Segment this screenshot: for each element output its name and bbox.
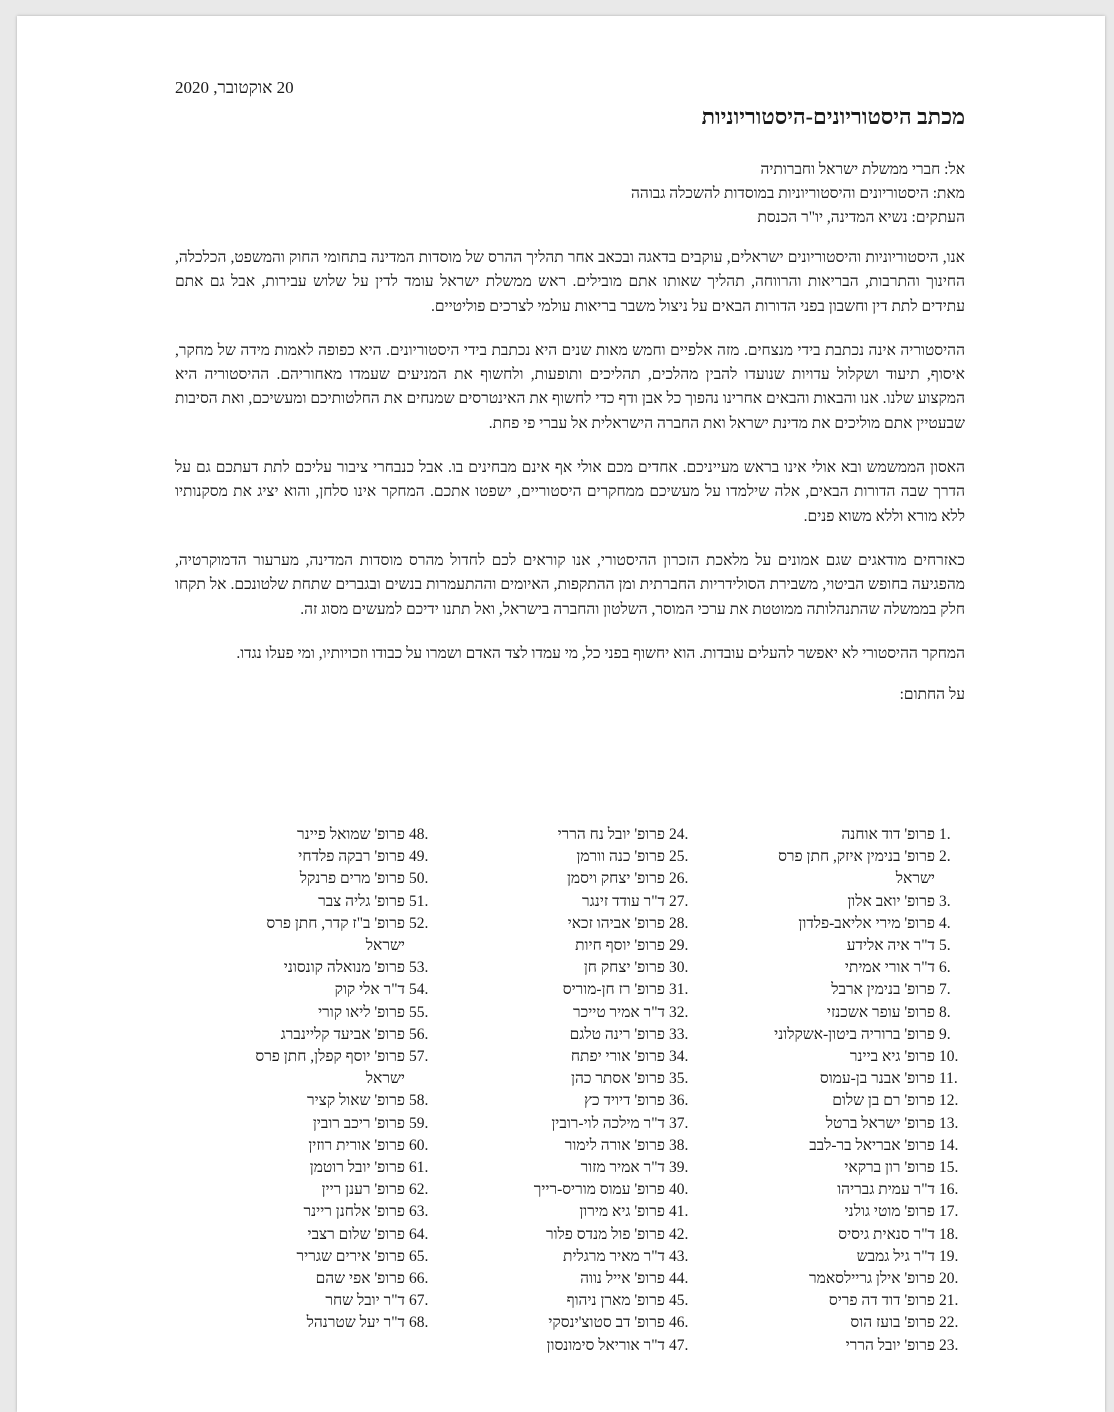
signatory-item xyxy=(505,1312,695,1334)
signatory-item xyxy=(755,957,965,979)
signatory-name: ד"ר מילכה לוי-רובין xyxy=(551,1114,665,1132)
signatory-number: 8. xyxy=(939,1003,951,1021)
signatory-name: פרופ' יובל נח הררי xyxy=(557,826,665,843)
signatory-item xyxy=(755,979,965,1001)
signatory-number: 51. xyxy=(409,892,429,910)
signatory-item xyxy=(235,846,435,868)
signatory-name: פרופ' מוטי גולני xyxy=(844,1203,935,1221)
signatory-number: 11. xyxy=(939,1070,958,1088)
signatory-number: 60. xyxy=(409,1136,429,1154)
signatory-name: פרופ' בנימין איזק, חתן פרס ישראל xyxy=(778,848,935,888)
signatory-item xyxy=(235,868,435,890)
signatory-name: פרופ' ישראל ברטל xyxy=(825,1114,935,1132)
signatory-name: פרופ' רינה טלגם xyxy=(569,1025,665,1043)
signatory-number: 39. xyxy=(669,1159,689,1177)
signatory-item xyxy=(755,824,965,846)
signatory-name: פרופ' יוסף קפלן, חתן פרס ישראל xyxy=(255,1048,405,1088)
signatory-number: 40. xyxy=(669,1181,689,1199)
signatory-name: פרופ' יואב אלון xyxy=(847,892,935,910)
signatory-number: 31. xyxy=(669,981,689,999)
signatory-name: פרופ' אביעד קליינברג xyxy=(280,1025,405,1043)
signatory-number: 16. xyxy=(939,1181,959,1199)
signatory-name: פרופ' בועז הוס xyxy=(850,1314,935,1332)
signatory-item xyxy=(755,1246,965,1268)
signatory-item xyxy=(505,979,695,1001)
signatory-item xyxy=(755,1135,965,1157)
signatory-item xyxy=(505,1113,695,1135)
signatory-item xyxy=(505,1268,695,1290)
signatory-item xyxy=(755,1224,965,1246)
signatory-name: פרופ' רון ברקאי xyxy=(844,1159,935,1177)
signatory-name: פרופ' אילן גריילסאמר xyxy=(809,1270,935,1288)
letter-header xyxy=(631,158,965,230)
signatory-item xyxy=(235,1201,435,1223)
signatory-number: 17. xyxy=(939,1203,959,1221)
signatory-name: ד"ר גיל גמבש xyxy=(856,1247,935,1265)
letter-title: מכתב היסטוריונים-היסטוריוניות xyxy=(701,104,965,129)
signatory-item xyxy=(235,1024,435,1046)
signatory-number: 20. xyxy=(939,1270,959,1288)
signatory-item xyxy=(755,1335,965,1357)
signatory-name: פרופ' עמוס מוריס-רייך xyxy=(533,1181,665,1199)
signatory-number: 23. xyxy=(939,1336,959,1354)
signatory-name: פרופ' ברוריה ביטון-אשקלוני xyxy=(774,1025,935,1043)
signatory-name: פרופ' גיא מירון xyxy=(579,1203,665,1221)
signatory-number: 68. xyxy=(409,1314,429,1332)
signatory-name: פרופ' ליאו קורי xyxy=(318,1003,405,1021)
signatory-name: פרופ' אירים שגריר xyxy=(296,1247,405,1265)
signatory-number: 26. xyxy=(669,870,689,888)
signatory-name: ד"ר אמיר מזור xyxy=(580,1159,665,1177)
signatory-name: פרופ' יצחק ויסמן xyxy=(566,870,665,888)
paragraph-4: כאזרחים מודאגים שגם אמונים על מלאכת הזכרון ההיסטורי, אנו קוראים לכם לחדול מהרס מוסדות המדינה, מערעור הדמוקרטיה, מהפגיעה בחופש הביטוי, משבירת הסולידריות החברתית ומן ההתקפות, האיומים וההתעמרות בנשים ובגברים שתחת שלטונכם. אל תקחו חלק בממשלה שהתנהלותה ממוטטת את ערכי המוסר, השלטון והחברה בישראל, ואל תתנו ידיכם למעשים מסוג זה. xyxy=(175,551,965,618)
signatory-number: 65. xyxy=(409,1247,429,1265)
signatory-number: 2. xyxy=(939,848,951,866)
signatory-name: ד"ר סנאית גיסיס xyxy=(838,1225,935,1243)
signatory-number: 62. xyxy=(409,1181,429,1199)
signatory-item xyxy=(235,891,435,913)
signatory-name: ד"ר עמית גבריהו xyxy=(837,1181,935,1199)
signatory-item xyxy=(505,1002,695,1024)
signatory-number: 57. xyxy=(409,1048,429,1066)
signatory-number: 32. xyxy=(669,1003,689,1021)
signatory-number: 47. xyxy=(669,1336,689,1354)
signatory-item xyxy=(235,1268,435,1290)
signatory-name: פרופ' מנואלה קונסוני xyxy=(283,959,405,977)
signatory-name: פרופ' בנימין ארבל xyxy=(831,981,935,999)
signatory-name: פרופ' אבריאל בר-לבב xyxy=(809,1136,935,1154)
signatory-number: 49. xyxy=(409,848,429,866)
signatory-number: 7. xyxy=(939,981,951,999)
signatory-number: 37. xyxy=(669,1114,689,1132)
signatory-number: 41. xyxy=(669,1203,689,1221)
signatory-item xyxy=(505,824,695,846)
signatory-name: פרופ' עופר אשכנזי xyxy=(826,1003,935,1021)
sender-line: מאת: היסטוריונים והיסטוריוניות במוסדות להשכלה גבוהה xyxy=(630,185,965,202)
signatory-name: פרופ' דיויד כץ xyxy=(583,1092,665,1110)
signatory-name: ד"ר אוריאל סימונסון xyxy=(546,1336,665,1354)
signatory-item xyxy=(505,1224,695,1246)
paragraph-2: ההיסטוריה אינה נכתבת בידי מנצחים. מזה אלפיים וחמש מאות שנים היא נכתבת בידי היסטוריונים. היא כפופה לאמות מידה של מחקר, איסוף, תיעוד ושקלול עדויות שנועדו להבין מהלכים, תהליכים ותופעות, ולחשוף את המניעים שעמדו מאחוריהם. ההיסטוריה היא המקצוע שלנו. אנו והבאות והבאים אחרינו נהפוך כל אבן ודף כדי לחשוף את האינטרסים שמנחים את החלטותיכם ומעשיכם, ואת הסיבות שבעטיין אתם מוליכים את מדינת ישראל ואת החברה הישראלית אל עברי פי פחת. xyxy=(175,341,965,432)
signatory-number: 10. xyxy=(939,1048,959,1066)
signatory-number: 43. xyxy=(669,1247,689,1265)
signatory-number: 18. xyxy=(939,1225,959,1243)
signatory-name: פרופ' ריכב רובין xyxy=(312,1114,405,1132)
signatory-number: 6. xyxy=(939,959,951,977)
signatory-number: 27. xyxy=(669,892,689,910)
signatory-item xyxy=(505,1335,695,1357)
signatory-name: פרופ' מרים פרנקל xyxy=(299,870,405,888)
document-page xyxy=(17,16,1105,1412)
signatory-number: 25. xyxy=(669,848,689,866)
paragraph-3: האסון הממשמש ובא אולי אינו בראש מעייניכם. אחדים מכם אולי אף אינם מבחינים בו. אבל כנבחרי ציבור עליכם לתת דעתכם גם על הדרך שבה הדורות הבאים, אלה שילמדו על מעשיכם ממחקרים היסטוריים, ישפטו אתכם. המחקר אינו סלחן, והוא יציג את מסקנותיו ללא מורא וללא משוא פנים. xyxy=(175,459,965,525)
signatory-name: פרופ' גליה צבר xyxy=(318,892,405,910)
signatory-name: פרופ' רם בן שלום xyxy=(832,1092,935,1110)
signatory-item xyxy=(505,1290,695,1312)
signatory-name: פרופ' דב סטוצ'ינסקי xyxy=(548,1314,665,1332)
signatory-item xyxy=(505,1246,695,1268)
cc-line: העתקים: נשיא המדינה, יו"ר הכנסת xyxy=(757,209,965,226)
signatory-name: ד"ר אלי קוק xyxy=(334,981,405,999)
signatories-list xyxy=(205,824,965,1364)
signatory-name: פרופ' כנה וורמן xyxy=(576,848,665,866)
signatory-item xyxy=(505,1068,695,1090)
signatory-item xyxy=(505,1157,695,1179)
signatory-item xyxy=(235,979,435,1001)
signatory-item xyxy=(235,1290,435,1312)
signatory-name: ד"ר יעל שטרנהל xyxy=(306,1314,405,1332)
signed-label: על החתום: xyxy=(899,686,965,704)
signatory-item xyxy=(755,1024,965,1046)
signatory-number: 22. xyxy=(939,1314,959,1332)
signatory-item xyxy=(505,957,695,979)
signatory-number: 14. xyxy=(939,1136,959,1154)
signatory-number: 59. xyxy=(409,1114,429,1132)
signatory-number: 55. xyxy=(409,1003,429,1021)
signatory-name: פרופ' יובל רוטמן xyxy=(309,1159,405,1177)
signatory-item xyxy=(755,1179,965,1201)
signatories-column-2 xyxy=(505,824,695,1357)
signatory-name: פרופ' פול מנדס פלור xyxy=(545,1225,665,1243)
signatory-item xyxy=(235,1090,435,1112)
signatory-number: 13. xyxy=(939,1114,959,1132)
signatory-item xyxy=(505,1024,695,1046)
signatory-item xyxy=(505,1179,695,1201)
paragraph-1: אנו, היסטוריוניות והיסטוריונים ישראלים, עוקבים בדאגה ובכאב אחר תהליך ההרס של מוסדות המדינה בתחומי החוק והמשפט, הכלכלה, החינוך והתרבות, הבריאות והרווחה, תהליך שאותו אתם מובילים. ראש ממשלת ישראל עומד לדין על שלוש עבירות, אבל גם אתם עתידים לתת דין וחשבון בפני הדורות הבאים על ניצול משבר בריאות עולמי לצרכים פוליטיים. xyxy=(175,249,965,315)
signatory-number: 50. xyxy=(409,870,429,888)
signatories-column-3 xyxy=(235,824,435,1335)
signatory-name: פרופ' מארן ניהוף xyxy=(566,1292,665,1310)
signatory-name: פרופ' אסתר כהן xyxy=(571,1070,665,1088)
signatory-item xyxy=(755,913,965,935)
signatory-name: ד"ר אורי אמיתי xyxy=(844,959,935,977)
signatory-number: 54. xyxy=(409,981,429,999)
signatory-number: 64. xyxy=(409,1225,429,1243)
signatory-item xyxy=(755,1090,965,1112)
signatory-item xyxy=(235,1135,435,1157)
signatory-item xyxy=(235,1179,435,1201)
signatory-number: 33. xyxy=(669,1025,689,1043)
signatory-number: 38. xyxy=(669,1136,689,1154)
signatory-item xyxy=(235,1113,435,1135)
signatory-name: פרופ' יצחק חן xyxy=(583,959,665,977)
signatory-name: פרופ' רענן ריין xyxy=(321,1181,405,1199)
signatory-number: 4. xyxy=(939,914,951,932)
signatory-name: ד"ר מאיר מרגלית xyxy=(563,1247,665,1265)
signatory-item xyxy=(235,1046,435,1090)
signatory-item xyxy=(505,1046,695,1068)
signatory-number: 28. xyxy=(669,914,689,932)
signatory-item xyxy=(755,1312,965,1334)
signatory-number: 12. xyxy=(939,1092,959,1110)
signatory-number: 63. xyxy=(409,1203,429,1221)
signatory-item xyxy=(755,1046,965,1068)
signatory-number: 48. xyxy=(409,826,429,843)
signatory-number: 19. xyxy=(939,1247,959,1265)
signatory-name: פרופ' אלחנן ריינר xyxy=(303,1203,405,1221)
signatory-item xyxy=(505,891,695,913)
signatory-name: פרופ' אביהו זכאי xyxy=(567,914,665,932)
signatory-number: 24. xyxy=(669,826,689,843)
signatory-item xyxy=(755,1268,965,1290)
signatory-name: פרופ' אורי יפתח xyxy=(570,1048,665,1066)
signatory-item xyxy=(755,1068,965,1090)
letter-date: 20 אוקטובר, 2020 xyxy=(175,78,294,97)
signatory-item xyxy=(235,913,435,957)
signatory-number: 53. xyxy=(409,959,429,977)
signatory-item xyxy=(755,891,965,913)
signatory-number: 56. xyxy=(409,1025,429,1043)
signatory-name: ד"ר איה אלידע xyxy=(846,937,935,955)
signatory-item xyxy=(755,1157,965,1179)
signatory-item xyxy=(755,1290,965,1312)
signatory-item xyxy=(505,1135,695,1157)
signatory-number: 21. xyxy=(939,1292,959,1310)
signatory-name: פרופ' גיא ביינר xyxy=(849,1048,935,1066)
signatory-name: פרופ' מירי אליאב-פלדון xyxy=(798,914,935,932)
signatory-item xyxy=(235,824,435,846)
signatory-name: פרופ' אבנר בן-עמוס xyxy=(819,1070,935,1088)
signatories-column-1 xyxy=(755,824,965,1357)
signatory-number: 66. xyxy=(409,1270,429,1288)
signatory-name: פרופ' אורית רוזין xyxy=(308,1136,405,1154)
signatory-name: פרופ' אורה לימור xyxy=(564,1136,665,1154)
signatory-item xyxy=(505,846,695,868)
recipient-line: אל: חברי ממשלת ישראל וחברותיה xyxy=(760,161,965,178)
signatory-item xyxy=(235,1002,435,1024)
signatory-number: 44. xyxy=(669,1270,689,1288)
signatory-number: 42. xyxy=(669,1225,689,1243)
signatory-number: 15. xyxy=(939,1159,959,1177)
signatory-item xyxy=(235,1312,435,1334)
signatory-number: 36. xyxy=(669,1092,689,1110)
signatory-name: פרופ' שמואל פיינר xyxy=(297,826,405,843)
signatory-item xyxy=(755,935,965,957)
signatory-number: 45. xyxy=(669,1292,689,1310)
signatory-item xyxy=(235,1224,435,1246)
signatory-number: 52. xyxy=(409,914,429,932)
signatory-name: ד"ר יובל שחר xyxy=(325,1292,405,1310)
signatory-name: פרופ' רז חן-מוריס xyxy=(562,981,665,999)
signatory-number: 1. xyxy=(939,826,951,843)
signatory-number: 3. xyxy=(939,892,951,910)
signatory-number: 67. xyxy=(409,1292,429,1310)
signatory-number: 58. xyxy=(409,1092,429,1110)
signatory-item xyxy=(505,913,695,935)
signatory-name: ד"ר אמיר טייכר xyxy=(573,1003,665,1021)
signatory-name: פרופ' יוסף חיות xyxy=(575,937,665,955)
signatory-item xyxy=(505,1201,695,1223)
signatory-number: 35. xyxy=(669,1070,689,1088)
signatory-name: פרופ' יובל הררי xyxy=(845,1336,935,1354)
signatory-name: פרופ' ב"ז קדר, חתן פרס ישראל xyxy=(266,914,405,955)
signatory-item xyxy=(755,846,965,890)
signatory-name: פרופ' דוד דה פריס xyxy=(828,1292,935,1310)
signatory-name: פרופ' אייל נווה xyxy=(580,1270,665,1288)
signatory-name: ד"ר עודד זינגר xyxy=(582,892,665,910)
signatory-item xyxy=(505,935,695,957)
signatory-name: פרופ' רבקה פלדחי xyxy=(298,848,405,866)
signatory-number: 9. xyxy=(939,1025,951,1043)
signatory-item xyxy=(235,1157,435,1179)
signatory-item xyxy=(505,1090,695,1112)
signatory-item xyxy=(755,1201,965,1223)
signatory-name: פרופ' דוד אוחנה xyxy=(841,826,935,843)
signatory-name: פרופ' שאול קציר xyxy=(307,1092,405,1110)
paragraph-5: המחקר ההיסטורי לא יאפשר להעלים עובדות. הוא יחשוף בפני כל, מי עמדו לצד האדם ושמרו על כבודו וזכויותיו, ומי פעלו נגדו. xyxy=(236,644,965,662)
signatory-number: 30. xyxy=(669,959,689,977)
signatory-number: 29. xyxy=(669,937,689,955)
signatory-item xyxy=(235,957,435,979)
signatory-number: 46. xyxy=(669,1314,689,1332)
signatory-number: 5. xyxy=(939,937,951,955)
letter-body xyxy=(175,246,965,704)
signatory-name: פרופ' שלום רצבי xyxy=(307,1225,405,1243)
signatory-name: פרופ' אפי שהם xyxy=(315,1270,405,1288)
signatory-number: 34. xyxy=(669,1048,689,1066)
signatory-number: 61. xyxy=(409,1159,429,1177)
signatory-item xyxy=(235,1246,435,1268)
signatory-item xyxy=(505,868,695,890)
signatory-item xyxy=(755,1113,965,1135)
signatory-item xyxy=(755,1002,965,1024)
